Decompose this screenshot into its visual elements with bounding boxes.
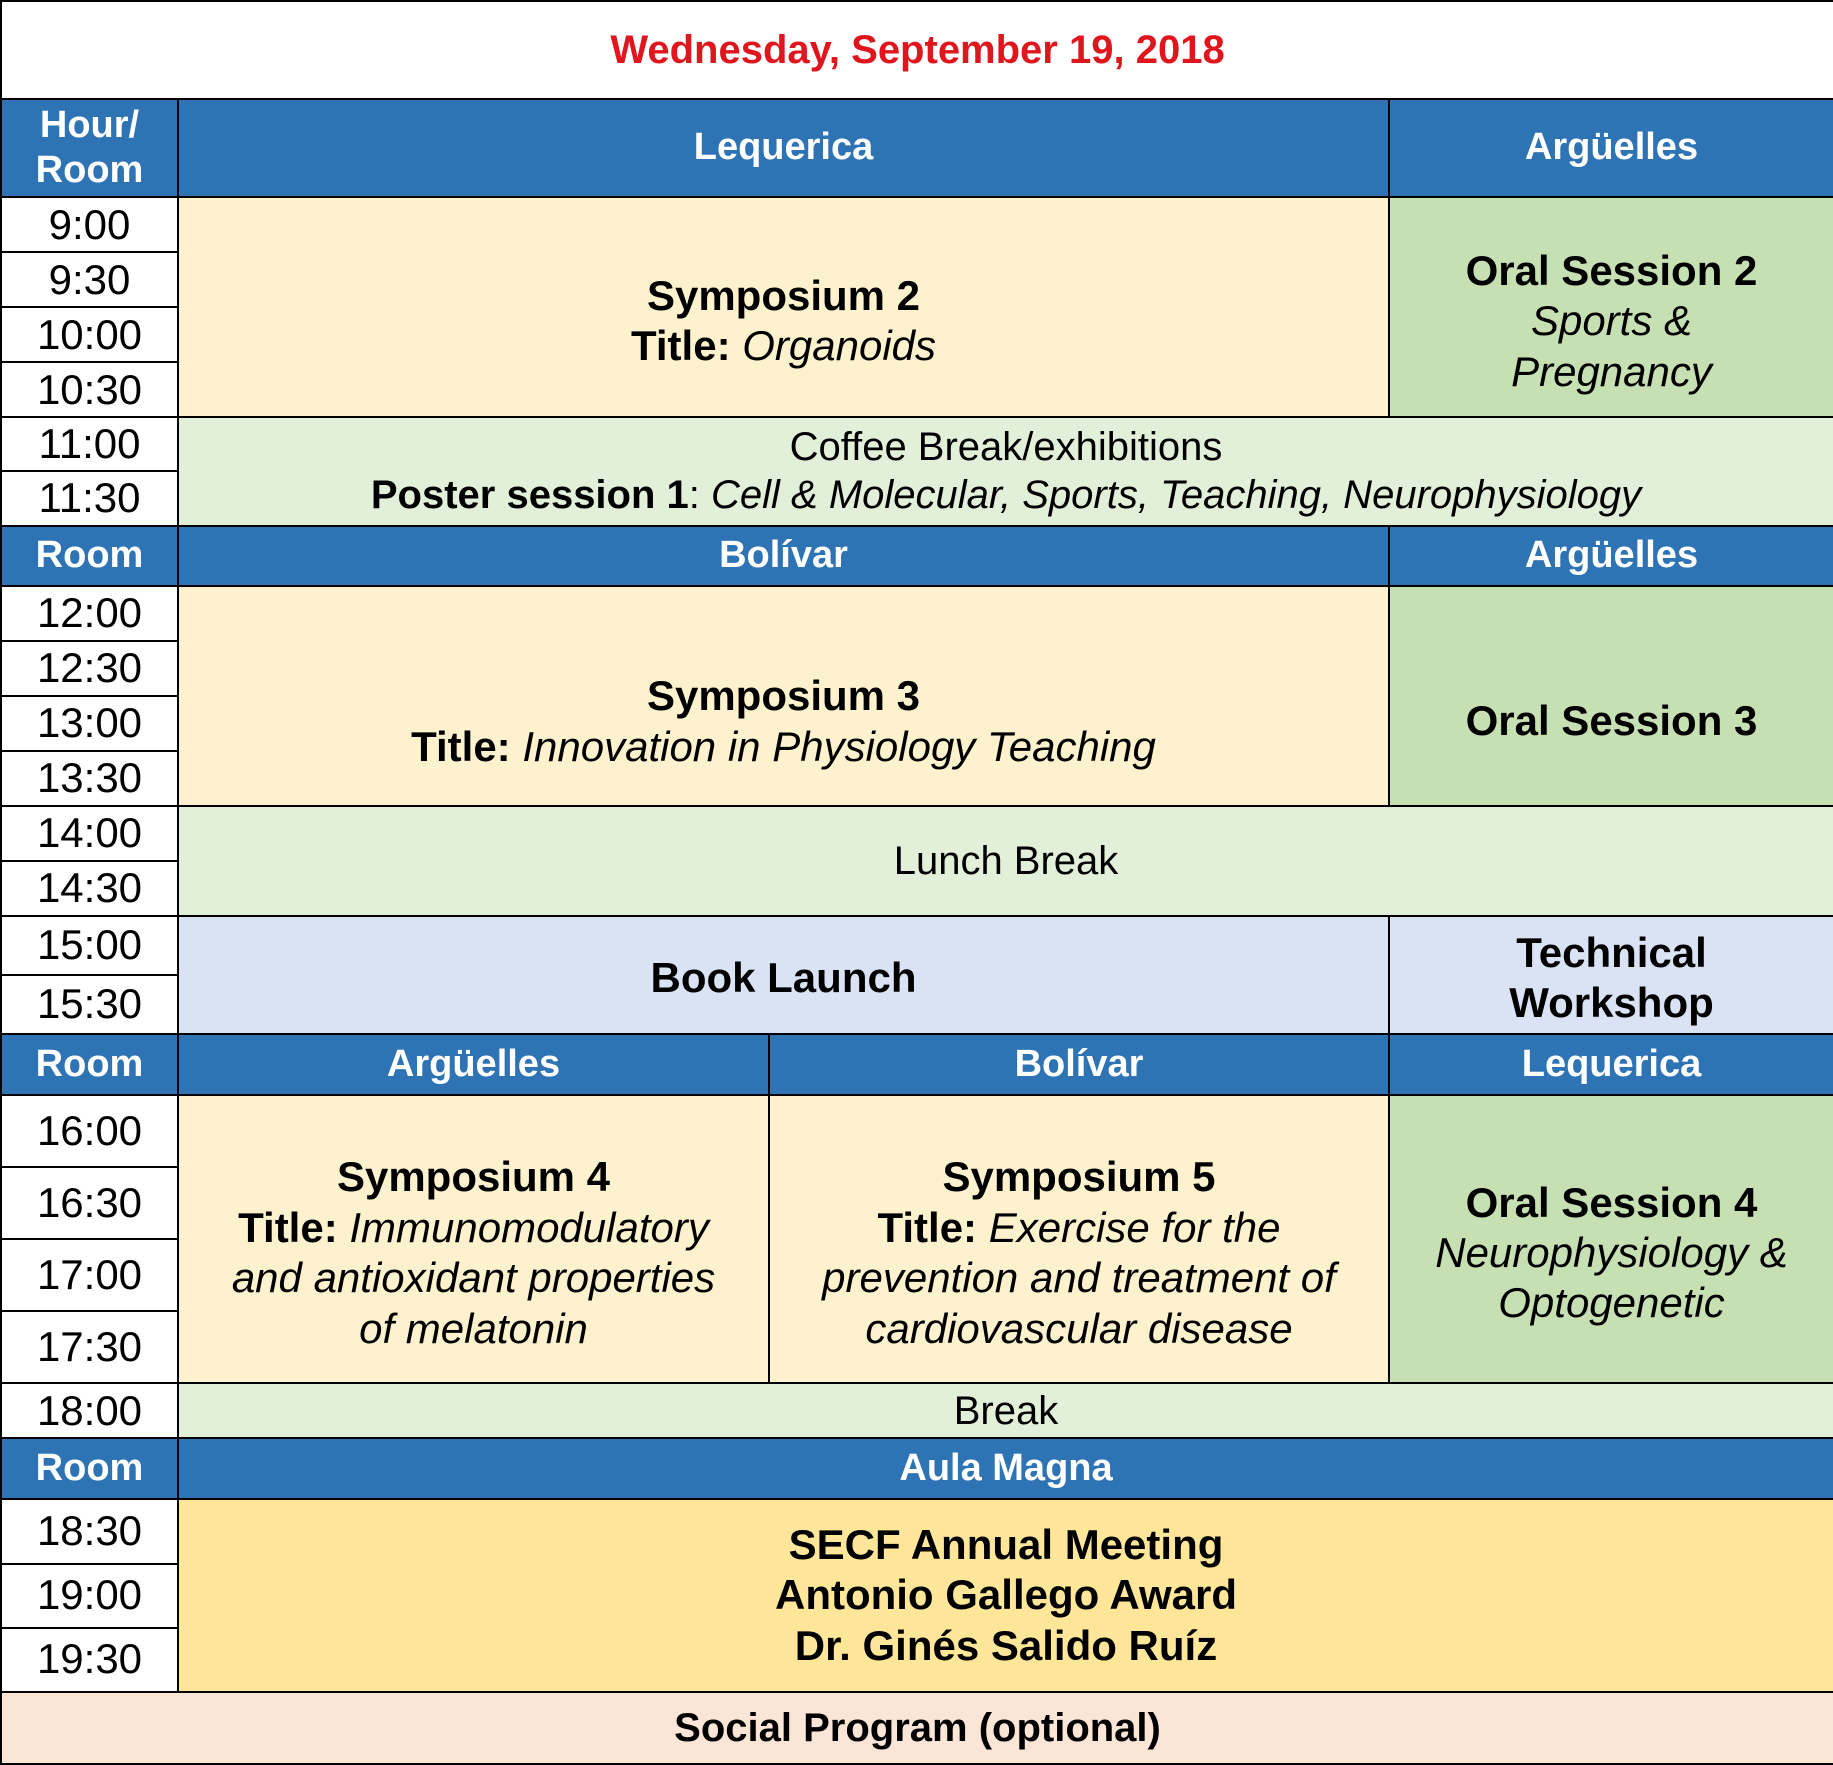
poster-session-topics: Cell & Molecular, Sports, Teaching, Neurophysiology xyxy=(711,473,1642,518)
annual-meeting-line3: Dr. Ginés Salido Ruíz xyxy=(794,1621,1218,1669)
time-slot: 12:00 xyxy=(1,586,178,641)
oral-session-2-cell xyxy=(1389,197,1833,417)
oral-session-3-title: Oral Session 3 xyxy=(1465,697,1758,745)
oral-session-3-cell xyxy=(1389,586,1833,806)
time-slot: 16:00 xyxy=(1,1095,178,1167)
time-slot: 13:30 xyxy=(1,751,178,806)
time-slot: 10:00 xyxy=(1,307,178,362)
symposium-5-topic-line3: cardiovascular disease xyxy=(865,1304,1293,1352)
symposium-4-topic-line2: and antioxidant properties xyxy=(231,1254,716,1302)
room-header-bolivar: Bolívar xyxy=(769,1034,1389,1095)
room-label-header: Room xyxy=(1,1438,178,1499)
time-slot: 19:00 xyxy=(1,1564,178,1628)
oral-session-4-title: Oral Session 4 xyxy=(1465,1178,1758,1226)
symposium-3-topic: Innovation in Physiology Teaching xyxy=(522,722,1156,770)
break-cell: Break xyxy=(178,1383,1833,1438)
social-program-cell: Social Program (optional) xyxy=(1,1692,1833,1764)
oral-session-2-title: Oral Session 2 xyxy=(1465,246,1758,294)
hour-room-header xyxy=(1,99,178,197)
time-slot: 18:30 xyxy=(1,1499,178,1563)
symposium-5-title: Symposium 5 xyxy=(942,1153,1216,1201)
time-slot: 18:00 xyxy=(1,1383,178,1438)
time-slot: 11:30 xyxy=(1,471,178,525)
time-slot: 13:00 xyxy=(1,696,178,751)
poster-session-label: Poster session 1 xyxy=(370,473,689,518)
time-slot: 14:00 xyxy=(1,806,178,861)
time-slot: 10:30 xyxy=(1,362,178,417)
symposium-3-title: Symposium 3 xyxy=(646,672,921,720)
time-slot: 15:00 xyxy=(1,916,178,975)
symposium-4-topic-line1: Immunomodulatory xyxy=(349,1203,709,1251)
time-slot: 14:30 xyxy=(1,861,178,916)
lunch-break-cell: Lunch Break xyxy=(178,806,1833,916)
annual-meeting-line1: SECF Annual Meeting xyxy=(788,1520,1224,1568)
room-header-arguelles: Argüelles xyxy=(1389,526,1833,586)
time-slot: 15:30 xyxy=(1,975,178,1034)
title-label: Title: xyxy=(630,322,731,370)
room-label-header: Room xyxy=(1,1034,178,1095)
schedule-date-title: Wednesday, September 19, 2018 xyxy=(1,1,1833,99)
time-slot: 9:00 xyxy=(1,197,178,252)
coffee-break-cell xyxy=(178,417,1833,525)
time-slot: 17:00 xyxy=(1,1239,178,1311)
oral-session-4-topic-line2: Optogenetic xyxy=(1498,1279,1725,1327)
symposium-3-cell xyxy=(178,586,1389,806)
symposium-2-title: Symposium 2 xyxy=(646,271,921,319)
symposium-5-topic-line2: prevention and treatment of xyxy=(822,1254,1336,1302)
room-label-header: Room xyxy=(1,526,178,586)
technical-workshop-cell xyxy=(1389,916,1833,1034)
room-header-arguelles: Argüelles xyxy=(178,1034,769,1095)
secf-annual-meeting-cell xyxy=(178,1499,1833,1691)
symposium-4-topic-line3: of melatonin xyxy=(359,1304,588,1352)
oral-session-4-cell xyxy=(1389,1095,1833,1383)
symposium-4-title: Symposium 4 xyxy=(336,1153,611,1201)
time-slot: 16:30 xyxy=(1,1167,178,1239)
technical-workshop-line1: Technical xyxy=(1516,928,1707,976)
time-slot: 12:30 xyxy=(1,641,178,696)
room-header-lequerica: Lequerica xyxy=(178,99,1389,197)
room-header-lequerica: Lequerica xyxy=(1389,1034,1833,1095)
room-header-arguelles: Argüelles xyxy=(1389,99,1833,197)
room-label: Room xyxy=(35,149,144,192)
time-slot: 19:30 xyxy=(1,1628,178,1692)
room-header-aula-magna: Aula Magna xyxy=(178,1438,1833,1499)
title-label: Title: xyxy=(411,722,511,770)
symposium-5-topic-line1: Exercise for the xyxy=(988,1203,1281,1251)
annual-meeting-line2: Antonio Gallego Award xyxy=(774,1571,1238,1619)
symposium-2-cell xyxy=(178,197,1389,417)
technical-workshop-line2: Workshop xyxy=(1509,978,1714,1026)
title-label: Title: xyxy=(877,1203,978,1251)
symposium-4-cell xyxy=(178,1095,769,1383)
book-launch-cell: Book Launch xyxy=(178,916,1389,1034)
oral-session-2-topic-line2: Pregnancy xyxy=(1511,347,1712,395)
time-slot: 11:00 xyxy=(1,417,178,471)
room-header-bolivar: Bolívar xyxy=(178,526,1389,586)
time-slot: 17:30 xyxy=(1,1311,178,1383)
symposium-2-topic: Organoids xyxy=(742,322,937,370)
time-slot: 9:30 xyxy=(1,252,178,307)
title-label: Title: xyxy=(238,1203,338,1251)
oral-session-4-topic-line1: Neurophysiology & xyxy=(1435,1228,1788,1276)
oral-session-2-topic-line1: Sports & xyxy=(1530,297,1693,345)
coffee-break-label: Coffee Break/exhibitions xyxy=(789,425,1223,470)
hour-label: Hour/ xyxy=(39,103,140,146)
symposium-5-cell xyxy=(769,1095,1389,1383)
poster-separator: : xyxy=(688,473,712,518)
